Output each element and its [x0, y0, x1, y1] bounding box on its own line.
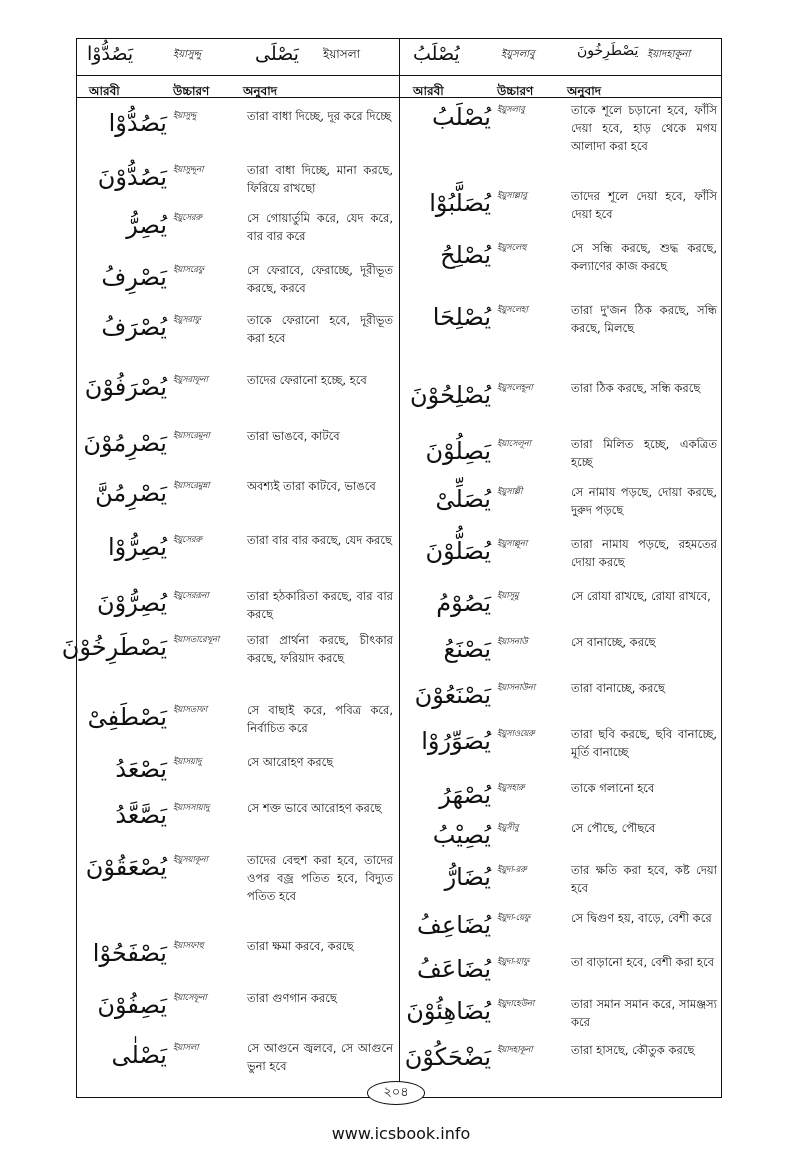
pronunciation: ইয়ুদা-ররু: [497, 865, 527, 875]
pronunciation: ইয়াসেফূনা: [173, 993, 207, 1003]
meaning: তা বাড়ানো হবে, বেশী করা হবে: [571, 955, 714, 969]
meaning: তাদের বেহুশ করা হবে, তাদের ওপর বজ্র পতিত হবে, বিদ্যুত পতিত হবে: [247, 853, 393, 903]
top-translit-left-2: ইয়াসলা: [323, 47, 361, 61]
arabic-word: يَصُوْمُ: [436, 589, 491, 617]
pronunciation: ইয়ুসেররূনা: [173, 591, 209, 601]
column-head-meaning-left: অনুবাদ: [243, 84, 278, 98]
pronunciation: ইয়ুসলেহূনা: [497, 383, 533, 393]
meaning: তারা নামায পড়ছে, রহমতের দোয়া করছে: [571, 537, 717, 569]
arabic-word: يُصَلِّىْ: [435, 485, 491, 513]
pronunciation: ইয়াসরেফু: [173, 265, 204, 275]
arabic-word: يُصَلَّبُوْا: [429, 189, 491, 217]
meaning: তাদের ফেরানো হচ্ছে, হবে: [247, 373, 367, 387]
meaning: সে পৌছে, পৌছবে: [571, 821, 656, 835]
meaning: তারা ভাঙবে, কাটবে: [247, 429, 340, 443]
arabic-word: يُصْعَقُوْنَ: [85, 853, 167, 881]
arabic-word: يُصْلِحَا: [432, 303, 491, 331]
arabic-word: يَصُدُّوْنَ: [97, 163, 167, 191]
meaning: তারা ছবি করছে, ছবি বানাচ্ছে, মূর্তি বানাচ্ছে: [571, 727, 717, 759]
pronunciation: ইয়াসরেমুন্না: [173, 481, 210, 491]
meaning: তারা বাধা দিচ্ছে, মানা করছে, ফিরিয়ে রাখছো: [247, 163, 393, 195]
arabic-word: يُصْرَفُوْنَ: [84, 373, 167, 401]
meaning: তাদের শূলে দেয়া হবে, ফাঁসি দেয়া হবে: [571, 189, 717, 221]
column-head-pronunciation-left: উচ্চারণ: [173, 84, 210, 98]
arabic-word: يَصْنَعُوْنَ: [414, 681, 491, 709]
arabic-word: يُضَاهِئُوْنَ: [406, 997, 491, 1025]
meaning: তারা বাধা দিচ্ছে, দূর করে দিচ্ছে: [247, 109, 392, 123]
pronunciation: ইয়াসয়াদু: [173, 757, 202, 767]
arabic-word: يَصْعَدُ: [115, 755, 167, 783]
arabic-word: يَصْطَفِىْ: [87, 703, 167, 731]
pronunciation: ইয়াসফাহু: [173, 941, 204, 951]
arabic-word: يُصِيْبُ: [432, 821, 491, 849]
top-arabic-left-1: يَصُدُّوْا: [87, 43, 134, 65]
pronunciation: ইয়ুসাওয়েরু: [497, 729, 535, 739]
pronunciation: ইয়ুদাহেউনা: [497, 999, 535, 1009]
arabic-word: يُصَوِّرُوْا: [421, 727, 491, 755]
meaning: তারা মিলিত হচ্ছে, একত্রিত হচ্ছে: [571, 437, 717, 469]
meaning: সে আরোহণ করছে: [247, 755, 334, 769]
pronunciation: ইয়ুসহারু: [497, 783, 525, 793]
arabic-word: يُصْهَرُ: [439, 781, 491, 809]
pronunciation: ইয়াসেলূনা: [497, 439, 531, 449]
meaning: সে গোয়ার্তুমি করে, যেদ করে, বার বার করে: [247, 211, 393, 243]
meaning: তারা বার বার করছে, যেদ করছে: [247, 533, 392, 547]
dictionary-page: [61, 38, 722, 1100]
arabic-word: يُصْلِحُ: [440, 241, 491, 269]
meaning: তাকে গলানো হবে: [571, 781, 655, 795]
pronunciation: ইয়াসতাফা: [173, 705, 208, 715]
arabic-word: يَصْرِمُوْنَ: [83, 429, 167, 457]
arabic-word: يَصْرِفُ: [101, 263, 167, 291]
meaning: তারা ঠিক করছে, সন্ধি করছে: [571, 381, 701, 395]
pronunciation: ইয়াসতারেখূনা: [173, 635, 220, 645]
meaning: তাকে শূলে চড়ানো হবে, ফাঁসি দেয়া হবে, হাড় থেকে মগয আলাদা করা হবে: [571, 103, 717, 153]
pronunciation: ইয়ুসলেহু: [497, 243, 527, 253]
meaning: তার ক্ষতি করা হবে, কষ্ট দেয়া হবে: [571, 863, 717, 895]
footer-url[interactable]: www.icsbook.info: [331, 1124, 471, 1143]
arabic-word: يُضَارُّ: [444, 863, 491, 891]
meaning: অবশ্যই তারা কাটবে, ভাঙবে: [247, 479, 376, 493]
column-head-pronunciation-right: উচ্চারণ: [497, 84, 534, 98]
top-arabic-left-2: يَصْلَى: [255, 43, 299, 65]
arabic-word: يَصْطَرِخُوْنَ: [61, 633, 167, 661]
pronunciation: ইয়ুসলেহা: [497, 305, 528, 315]
meaning: সে বানাচ্ছে, করছে: [571, 635, 656, 649]
pronunciation: ইয়ুসরাফূনা: [173, 375, 208, 385]
arabic-word: يُصِرُّوْا: [108, 533, 167, 561]
arabic-word: يُضَاعَفُ: [417, 955, 491, 983]
meaning: তারা বানাচ্ছে, করছে: [571, 681, 665, 695]
arabic-word: يَصَّعَّدُ: [115, 801, 167, 829]
meaning: তারা দু'জন ঠিক করছে, সন্ধি করছে, মিলছে: [571, 303, 717, 335]
header-rule-top: [77, 75, 721, 76]
meaning: তারা হঠকারিতা করছে, বার বার করছে: [247, 589, 393, 621]
arabic-word: يَضْحَكُوْنَ: [404, 1043, 491, 1071]
pronunciation: ইয়ুসেররু: [173, 535, 202, 545]
arabic-word: يُضَاعِفُ: [417, 911, 491, 939]
meaning: তাকে ফেরানো হবে, দূরীভূত করা হবে: [247, 313, 393, 345]
pronunciation: ইয়ুসরাফু: [173, 315, 201, 325]
arabic-word: يُصْرَفُ: [101, 313, 167, 341]
meaning: তারা গুণগান করছে: [247, 991, 337, 1005]
pronunciation: ইয়ুসয়াকূনা: [173, 855, 208, 865]
arabic-word: يُصَلُّوْنَ: [425, 537, 491, 565]
arabic-word: يَصِلُوْنَ: [425, 437, 491, 465]
pronunciation: ইয়াদহাকূনা: [497, 1045, 533, 1055]
arabic-word: يُصْلَبُ: [431, 103, 491, 131]
pronunciation: ইয়াসূমু: [497, 591, 519, 601]
pronunciation: ইয়ুদা-য়েফু: [497, 913, 530, 923]
meaning: সে ফেরাবে, ফেরাচ্ছে, দূরীভূত করছে, করবে: [247, 263, 393, 295]
arabic-word: يُصِرُّوْنَ: [97, 589, 167, 617]
meaning: সে বাছাই করে, পবিত্র করে, নির্বাচিত করে: [247, 703, 393, 735]
top-arabic-right-2: يَصْطَرِخُونَ: [577, 43, 639, 59]
top-arabic-right-1: يُصْلَبُ: [413, 43, 460, 65]
column-head-arabic-left: আরবী: [89, 84, 120, 98]
meaning: সে আগুনে জ্বলবে, সে আগুনে ভুনা হবে: [247, 1041, 393, 1073]
pronunciation: ইয়াসুদ্দু: [173, 111, 196, 121]
meaning: তারা সমান সমান করে, সামঞ্জস্য করে: [571, 997, 717, 1029]
pronunciation: ইয়ুদা-য়াফু: [497, 957, 529, 967]
meaning: সে নামায পড়ছে, দোয়া করছে, দুরুদ পড়ছে: [571, 485, 717, 517]
arabic-word: يَصْفَحُوْا: [92, 939, 167, 967]
column-head-meaning-right: অনুবাদ: [567, 84, 602, 98]
pronunciation: ইয়াসলা: [173, 1043, 199, 1053]
arabic-word: يَصْنَعُ: [443, 635, 491, 663]
meaning: তারা হাসছে, কৌতুক করছে: [571, 1043, 695, 1057]
meaning: তারা ক্ষমা করবে, করছে: [247, 939, 354, 953]
top-translit-left-1: ইয়াসুদ্দু: [173, 49, 201, 60]
arabic-word: يَصْلٰى: [111, 1041, 167, 1069]
meaning: সে সন্ধি করছে, শুদ্ধ করছে, কল্যাণের কাজ করছে: [571, 241, 717, 273]
column-divider: [399, 39, 400, 1097]
meaning: সে দ্বিগুণ হয়, বাড়ে, বেশী করে: [571, 911, 712, 925]
page-number: ২০৪: [367, 1081, 425, 1105]
pronunciation: ইয়াসনাউ: [497, 637, 528, 647]
meaning: সে রোযা রাখছে, রোযা রাখবে,: [571, 589, 711, 603]
top-translit-right-1: ইয়ুসলাবু: [501, 49, 535, 60]
meaning: তারা প্রার্থনা করছে, চীৎকার করছে, ফরিয়াদ করছে: [247, 633, 393, 665]
pronunciation: ইয়ুসেররু: [173, 213, 202, 223]
pronunciation: ইয়ুসাল্লী: [497, 487, 523, 497]
meaning: সে শক্ত ভাবে আরোহণ করছে: [247, 801, 382, 815]
pronunciation: ইয়ুসাল্লূনা: [497, 539, 528, 549]
arabic-word: يَصْرِمُنَّ: [95, 479, 167, 507]
pronunciation: ইয়াসনাউনা: [497, 683, 536, 693]
arabic-word: يَصُدُّوْا: [108, 109, 167, 137]
arabic-word: يُصْلِحُوْنَ: [410, 381, 491, 409]
pronunciation: ইয়ুসাল্লাবু: [497, 191, 527, 201]
arabic-word: يُصِرُّ: [126, 211, 167, 239]
column-head-arabic-right: আরবী: [413, 84, 444, 98]
pronunciation: ইয়ুসীবু: [497, 823, 519, 833]
pronunciation: ইয়ুসলাবু: [497, 105, 525, 115]
pronunciation: ইয়াসসায়াদু: [173, 803, 210, 813]
top-translit-right-2: ইয়াদহাকূনা: [647, 49, 691, 60]
pronunciation: ইয়াসরেমূনা: [173, 431, 210, 441]
arabic-word: يَصِفُوْنَ: [97, 991, 167, 1019]
pronunciation: ইয়াসুদ্দূনা: [173, 165, 204, 175]
